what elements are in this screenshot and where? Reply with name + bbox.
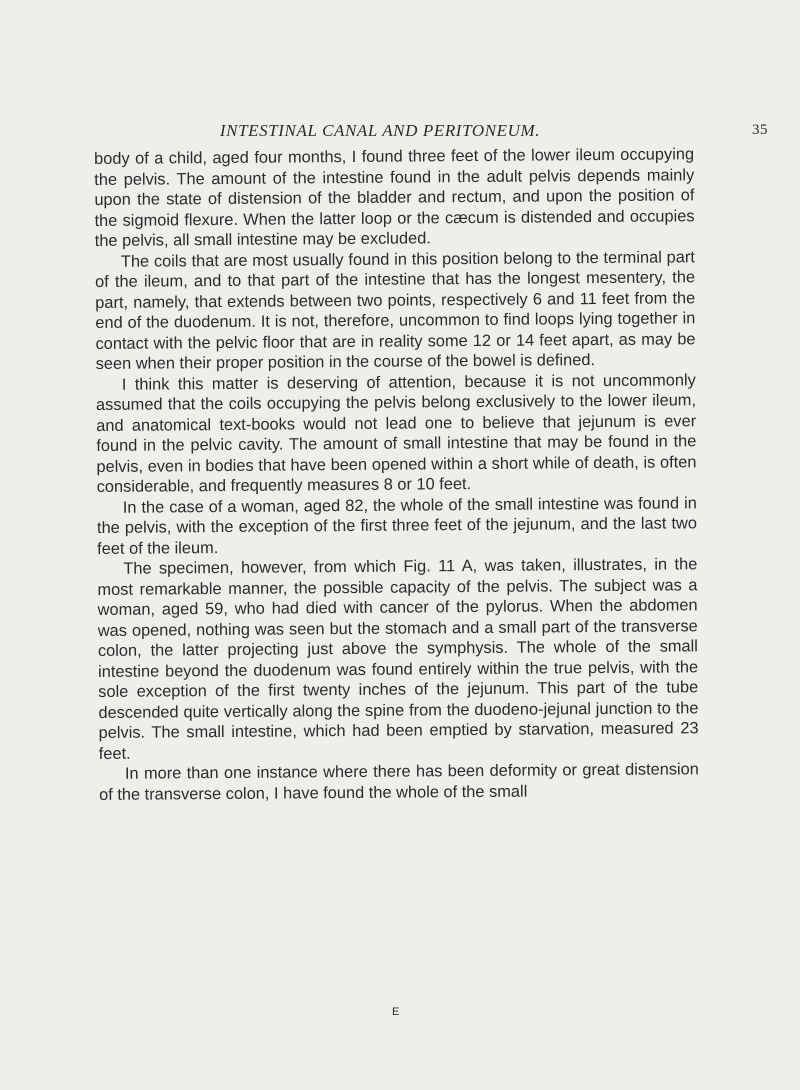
paragraph: In the case of a woman, aged 82, the whole of the small intestine was found in the pelvis, with the exception of the first three feet of the jejunum, and the last two feet of the ileum. xyxy=(96,493,698,558)
running-title: INTESTINAL CANAL AND PERITONEUM. xyxy=(219,121,541,140)
paragraph: The specimen, however, from which Fig. 11 A, was taken, illustrates, in the most remarkable manner, the possible capacity of the pelvis. The subject was a woman, aged 59, who had died with cancer of the pylorus. When the abdomen was opened, nothing was seen but the stomach and a small part of the transverse colon, the latter projecting just above the symphysis. The whole of the small intestine beyond the duodenum was found entirely within the true pelvis, with the sole exception of the first twenty inches of the jejunum. This part of the tube descended quite vertically along the spine from the duodeno-jejunal junction to the pelvis. The small intestine, which had been emptied by starvation, measured 23 feet. xyxy=(97,555,699,763)
paragraph: The coils that are most usually found in this position belong to the terminal part of the ileum, and to that part of the intestine that has the longest mesentery, the part, namely, that extends between two points, respectively 6 and 11 feet from the end of the duodenum. It is not, therefore, uncommon to find loops lying together in contact with the pelvic floor that are in reality some 12 or 14 feet apart, as may be seen when their proper position in the course of the bowel is defined. xyxy=(94,247,696,373)
paragraph: In more than one instance where there has been deformity or great distension of the transverse colon, I have found the whole of the small xyxy=(98,760,699,804)
signature-mark: E xyxy=(392,1006,400,1018)
paragraph: I think this matter is deserving of attention, because it is not uncommonly assumed that the coils occupying the pelvis belong exclusively to the lower ileum, and anatomical text-books would not lead one to believe that jejunum is ever found in the pelvic cavity. The amount of small intestine that may be found in the pelvis, even in bodies that have been opened within a short while of death, is often considerable, and frequently measures 8 or 10 feet. xyxy=(95,370,697,496)
body-text xyxy=(94,144,699,805)
paragraph: body of a child, aged four months, I found three feet of the lower ileum occupying the pelvis. The amount of the intestine found in the adult pelvis depends mainly upon the state of distension of the bladder and rectum, and upon the position of the sigmoid flexure. When the latter loop or the cæcum is distended and occupies the pelvis, all small intestine may be excluded. xyxy=(94,145,695,250)
page-number: 35 xyxy=(752,122,768,138)
